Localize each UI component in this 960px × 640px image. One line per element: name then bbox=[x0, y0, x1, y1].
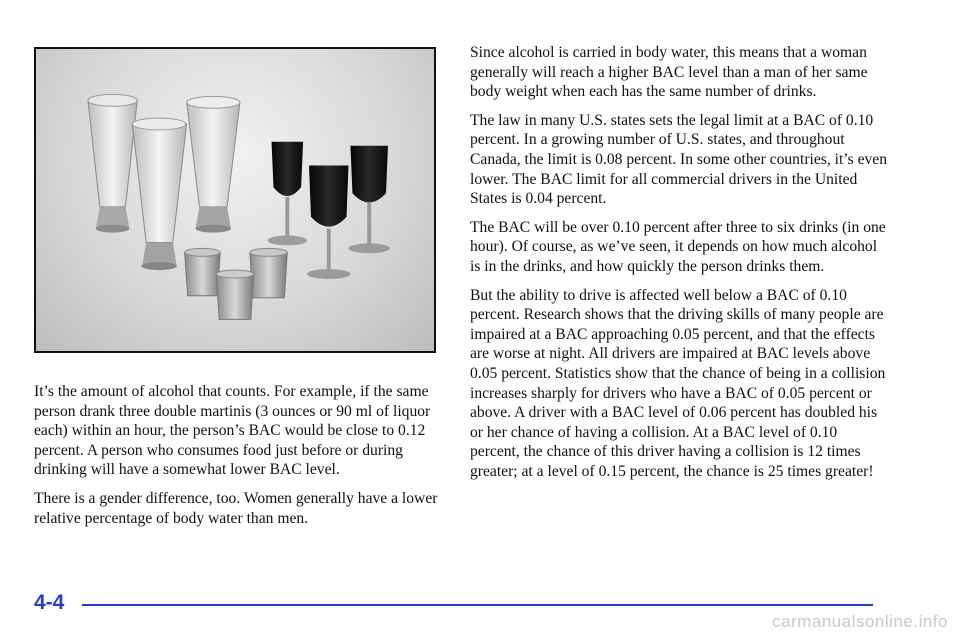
shot-glass bbox=[185, 248, 221, 295]
wine-glass bbox=[307, 165, 350, 278]
beer-glass bbox=[187, 96, 240, 232]
paragraph: The law in many U.S. states sets the legal limit at a BAC of 0.10 percent. In a growing number of U.S. states, and throughout Canada, the limit is 0.08 percent. In some other countries, it’s even lower. The BAC limit for all commercial drivers in the United States is 0.04 percent. bbox=[470, 111, 888, 208]
wine-glass bbox=[268, 142, 307, 246]
paragraph: But the ability to drive is affected well below a BAC of 0.10 percent. Research shows that the driving skills of many people are impaired at a BAC approaching 0.05 percent, and that the effects are worse at night. All drivers are impaired at BAC levels above 0.05 percent. Statistics show that the chance of being in a collision increases sharply for drivers who have a BAC of 0.05 percent or above. A driver with a BAC level of 0.06 percent has doubled his or her chance of having a collision. At a BAC level of 0.10 percent, the chance of this driver having a collision is 12 times greater; at a level of 0.15 percent, the chance is 25 times greater! bbox=[470, 286, 886, 480]
beer-glass bbox=[88, 94, 137, 232]
watermark: carmanualsonline.info bbox=[772, 612, 948, 631]
page-number: 4-4 bbox=[34, 591, 65, 614]
paragraph: Since alcohol is carried in body water, this means that a woman generally will reach a higher BAC level than a man of her same body weight when each has the same number of drinks. bbox=[470, 44, 868, 101]
shot-glass bbox=[250, 248, 288, 297]
wine-glass bbox=[348, 146, 389, 254]
footer-rule bbox=[82, 604, 873, 606]
paragraph: There is a gender difference, too. Women generally have a lower relative percentage of body water than men. bbox=[34, 489, 438, 527]
left-column bbox=[34, 382, 439, 537]
drinks-photo bbox=[34, 47, 436, 353]
right-column bbox=[470, 43, 888, 490]
paragraph: It’s the amount of alcohol that counts. For example, if the same person drank three double martinis (3 ounces or 90 ml of liquor each) within an hour, the person’s BAC would be close to 0.12 percent. A person who consumes food just before or during drinking will have a somewhat lower BAC level. bbox=[34, 383, 431, 479]
shot-glass bbox=[216, 270, 254, 319]
beer-glass bbox=[132, 118, 186, 270]
paragraph: The BAC will be over 0.10 percent after three to six drinks (in one hour). Of course, as we’ve seen, it depends on how much alcohol is in the drinks, and how quickly the person drinks them. bbox=[470, 218, 886, 275]
